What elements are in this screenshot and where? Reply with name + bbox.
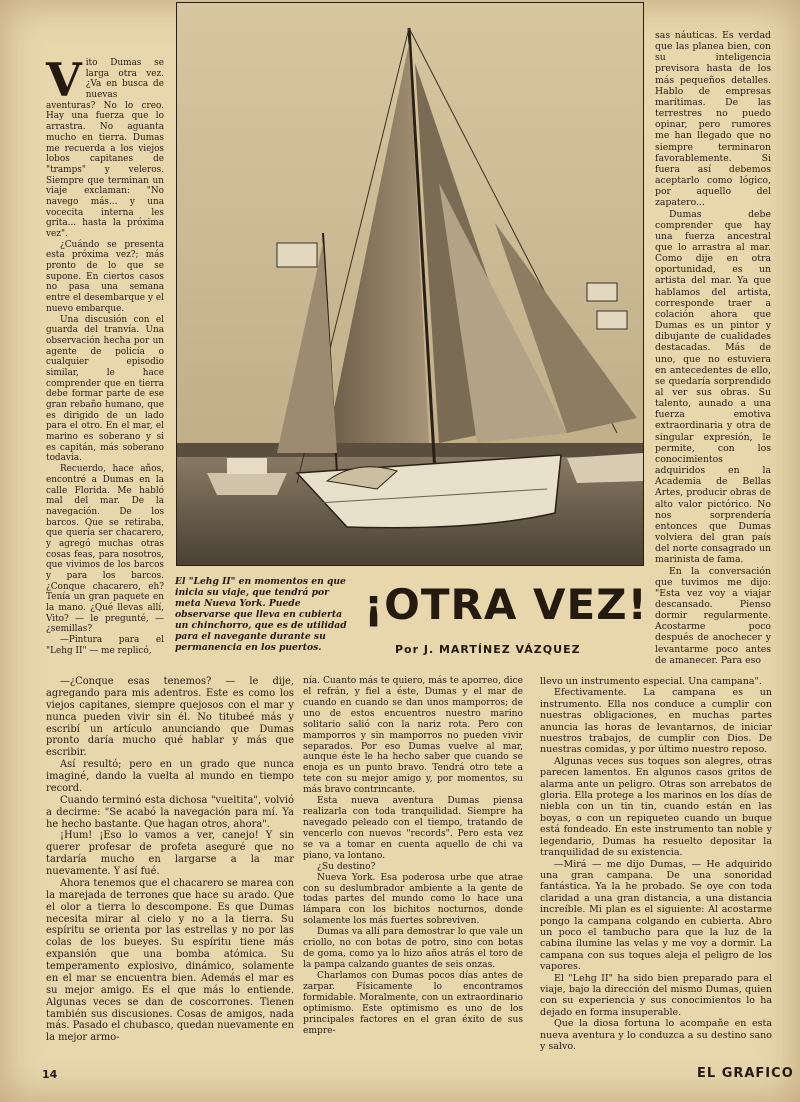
paragraph: —Mirá — me dijo Dumas, — He adquirido una gran campana. De una sonoridad fantástica. Ya la he probado. Se oye con toda claridad a una gran distancia, a una distancia increíble. Mi plan es el siguiente: Al acostarme pongo la campana colgando en cubierta. Abro un poco el tambucho para que la luz de la cabina ilumine las velas y me voy a dormir. La campana con sus toques aleja el peligro de los vapores. [540,858,772,973]
paragraph: ¿Cuándo se presenta esta próxima vez?; más pronto de lo que se supone. En ciertos casos no pasa una semana entre el desembarque y el nuevo embarque. [46,239,164,314]
paragraph: Recuerdo, hace años, encontré a Dumas en la calle Florida. Me habló mal del mar. De la navegación. De los barcos. Que se retiraba, que quería ser chacarero, y agregó muchas otras cosas feas, para nosotros, que vivimos de los barcos y para los barcos. ¿Conque chacarero, eh? Tenía un gran paquete en la mano. ¿Qué llevas allí, Vito? — le pregunté, —¿semillas? [46,464,164,635]
article-byline: Por J. MARTÍNEZ VÁZQUEZ [395,643,581,656]
paragraph: Algunas veces sus toques son alegres, otras parecen lamentos. En algunos casos gritos de alarma ante un peligro. Otras son arrebatos de gloria. Ella protege a los marinos en los días de niebla con un tin tin, cuando están en las boyas, o con un repiqueteo cuando un buque está fondeado. En este instrumento tan noble y legendario, Dumas ha resuelto depositar la tranquilidad de su existencia. [540,755,772,859]
paragraph: En la conversación que tuvimos me dijo: "Esta vez voy a viajar descansado. Pienso dormir regularmente. Acostarme poco después de anochecer y levantarme poco antes de amanecer. Para eso [655,565,771,666]
paragraph: Nueva York. Esa poderosa urbe que atrae con su deslumbrador ambiente a la gente de todas partes del mundo como lo hace una lámpara con los bichitos nocturnos, donde solamente los más fuertes sobreviven. [303,872,523,927]
paragraph: llevo un instrumento especial. Una campana". [540,676,762,687]
paragraph: —¿Conque esas tenemos? — le dije, agregando para mis adentros. Este es como los viejos capitanes, siempre quejosos con el mar y nunca pueden vivir sin él. No titubeé más y escribí un artículo anunciando que Dumas pronto daría mucho qué hablar y más que escribir. [46,676,294,759]
paragraph: ¡Hum! ¡Eso lo vamos a ver, canejo! Y sin querer profesar de profeta aseguré que no tardaría mucho en largarse a la mar nuevamente. Y así fué. [46,830,294,877]
article-column-1-lower [46,676,294,1044]
paragraph: Dumas debe comprender que hay una fuerza ancestral que lo arrastra al mar. Como dije en otra oportunidad, es un artista del mar. Ya que hablamos del artista, corresponde traer a colación ahora que Dumas es un pintor y dibujante de cualidades destacadas. Más de uno, que no estuviera en antecedentes de ello, se quedaría sorprendido al ver sus obras. Su talento, aunado a una fuerza emotiva extraordinaria y otra de singular expresión, le permite, con los conocimientos adquiridos en la Academia de Bellas Artes, producir obras de alto valor pictórico. No nos sorprendería entonces que Dumas volviera del gran país del norte consagrado un marinista de fama. [655,208,771,566]
article-column-3 [655,30,771,666]
paragraph: ito Dumas se larga otra vez. ¿Va en busca de nuevas aventuras? No lo creo. Hay una fuerza que lo arrastra. No aguanta mucho en tierra. Dumas me recuerda a los viejos lobos capitanes de "tramps" y veleros. Siempre que terminan un viaje exclaman: "No navego más... y una vocecita interna les grita... hasta la próxima vez". [46,58,164,239]
sailboat-photo [176,2,644,566]
paragraph: Esta nueva aventura Dumas piensa realizarla con toda tranquilidad. Siempre ha navegado peleado con el tiempo, tratando de vencerlo con nuevos "records". Pero esta vez se va a tomar en cuenta aquello de chi va piano, va lontano. [303,796,523,861]
article-title: ¡OTRA VEZ! [364,580,648,629]
paragraph: —Pintura para el "Lehg II" — me replicó, [46,635,164,656]
article-lead [46,53,164,240]
drop-cap: V [46,53,82,107]
photo-caption: El "Lehg II" en momentos en que inicia su viaje, que tendrá por meta Nueva York. Puede observarse que lleva en cubierta un chinchorro, que es de utilidad para el navegante durante su permanencia en los puertos. [175,576,347,654]
paragraph: nía. Cuanto más te quiero, más te aporreo, dice el refrán, y fiel a éste, Dumas y el mar de cuando en cuando se dan unos mamporros; de uno de estos encuentros nuestro marino solitario salió con la nariz rota. Pero con mamporros y sin mamporros no pueden vivir separados. Por eso Dumas vuelve al mar, aunque éste le ha hecho saber que cuando se enoja es un punto bravo. Tendrá otro tete a tete con su mejor amigo y, por momentos, su más bravo contrincante. [303,676,523,796]
article-column-3-lower [540,676,772,1052]
page-number: 14 [42,1068,58,1081]
sailboat-illustration [177,3,643,565]
paragraph: Dumas va allí para demostrar lo que vale un criollo, no con botas de potro, sino con botas de goma, como ya lo hizo años atrás el toro de la pampa calzando guantes de seis onzas. [303,927,523,970]
paragraph: sas náuticas. Es verdad que las planea bien, con su inteligencia previsora hasta de los más pequeños detalles. Hablo de empresas marítimas. De las terrestres no puedo opinar, pero rumores me han llegado que no siempre terminaron favorablemente. Si fuera así debemos aceptarlo como lógico, por aquello del zapatero... [655,30,771,209]
paragraph: Así resultó; pero en un grado que nunca imaginé, dando la vuelta al mundo en tiempo record. [46,759,294,794]
magazine-name: EL GRAFICO [697,1066,794,1081]
article-column-1 [46,53,164,657]
paragraph: Cuando terminó esta dichosa "vueltita", volvió a decirme: "Se acabó la navegación para mí. Ya he hecho bastante. Que hagan otros, ahora". [46,794,294,830]
paragraph: Que la diosa fortuna lo acompañe en esta nueva aventura y lo conduzca a su destino sano y salvo. [540,1018,772,1052]
paragraph: Ahora tenemos que el chacarero se marea con la marejada de terrones que hace su arado. Que el olor a tierra lo descompone. Es que Dumas necesita mirar al cielo y no a la tierra. Su espíritu se orienta por las estrellas y no por las colas de los bueyes. Su espíritu tiene más expansión que una bomba atómica. Su temperamento explosivo, dinámico, solamente en el mar se encuentra bien. Además el mar es su mejor amigo. Es el que más lo entiende. Algunas veces se dan de coscorrones. Tienen también sus discusiones. Cosas de amigos, nada más. Pasado el chubasco, quedan nuevamente en la mejor armo- [46,877,294,1044]
article-column-2 [303,676,523,1036]
paragraph: Charlamos con Dumas pocos días antes de zarpar. Físicamente lo encontramos formidable. Moralmente, con un extraordinario optimismo. Este optimismo es uno de los principales factores en el gran éxito de sus empre- [303,970,523,1036]
paragraph: Efectivamente. La campana es un instrumento. Ella nos conduce a cumplir con nuestras obligaciones, en muchas partes anuncia las horas de levantarnos, de iniciar nuestros trabajos, de cumplir con Dios. De nuestras comidas, y por último nuestro reposo. [540,687,772,756]
paragraph: ¿Su destino? [317,861,376,872]
paragraph: El "Lehg II" ha sido bien preparado para el viaje, bajo la dirección del mismo Dumas, quien con su experiencia y sus conocimientos lo ha dejado en forma insuperable. [540,972,772,1018]
paragraph: Una discusión con el guarda del tranvía. Una observación hecha por un agente de policía o cualquier episodio similar, le hace comprender que en tierra debe formar parte de ese gran rebaño humano, que es dirigido de un lado para el otro. En el mar, el marino es soberano y si es capitán, más soberano todavía. [46,314,164,464]
